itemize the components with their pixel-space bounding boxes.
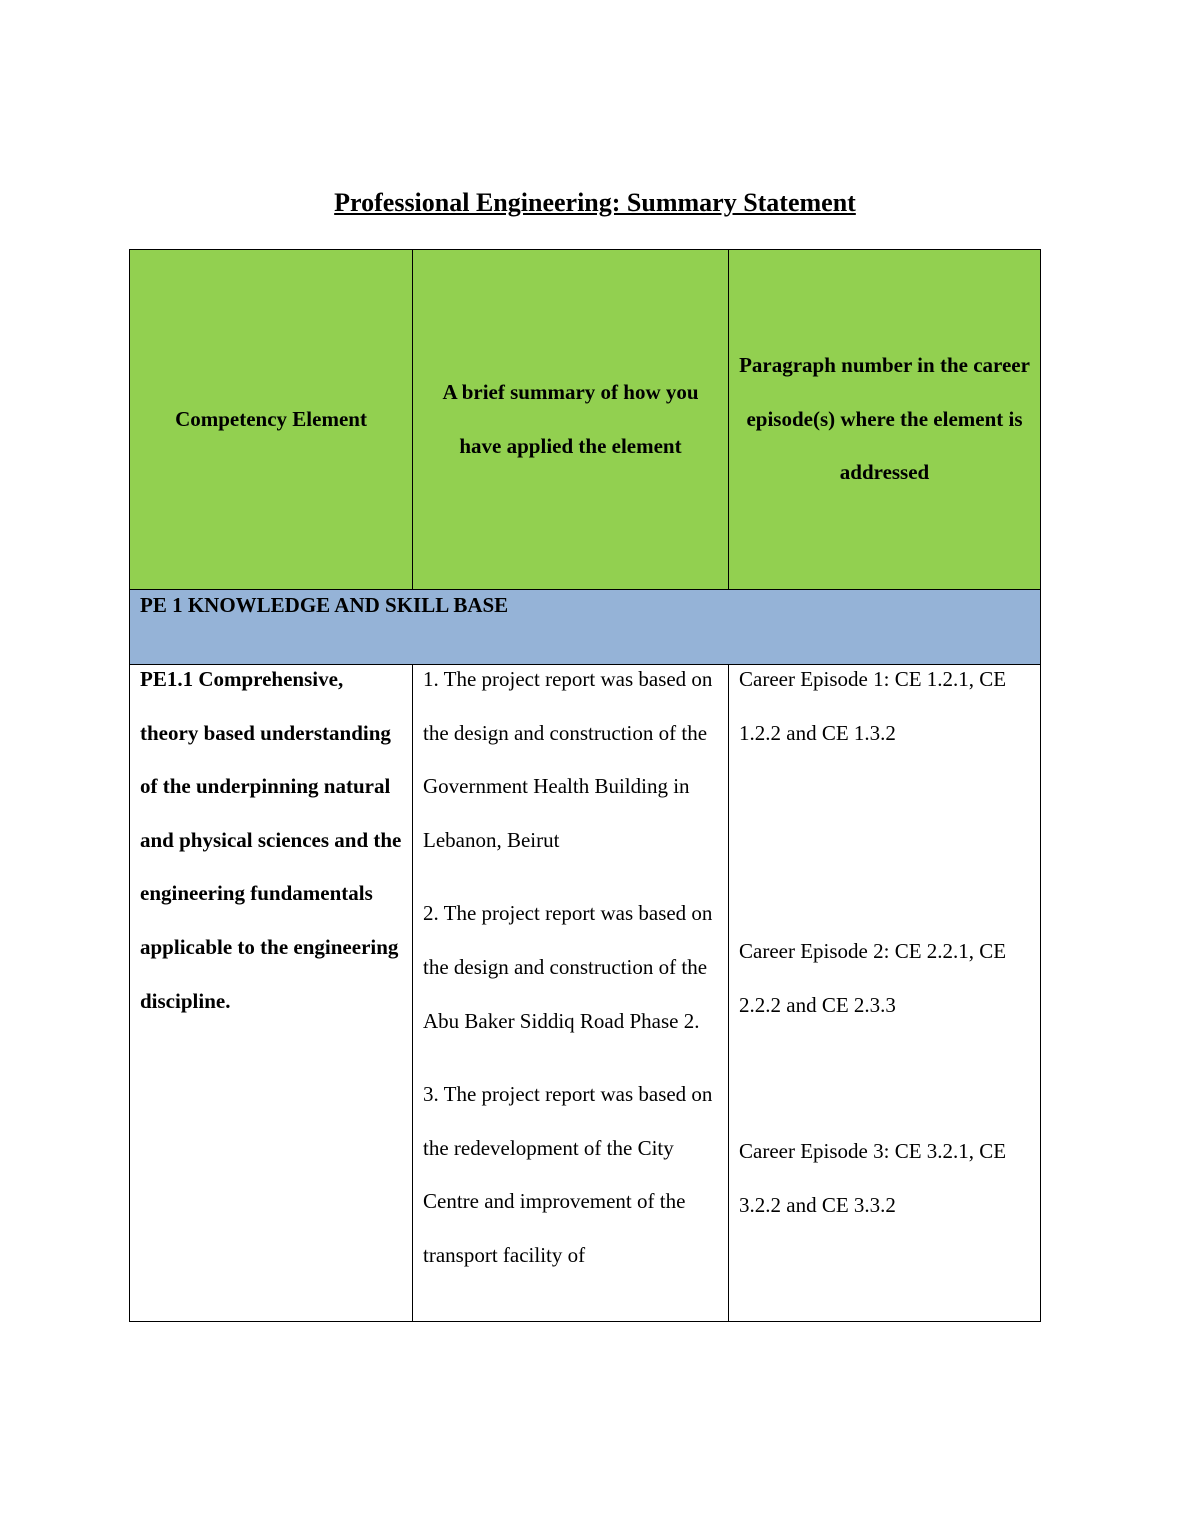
- paragraph-reference-3: Career Episode 3: CE 3.2.1, CE 3.2.2 and CE 3.3.2: [739, 1139, 1007, 1217]
- summary-cell: [413, 665, 729, 1322]
- summary-item-2: 2. The project report was based on the design and construction of the Abu Baker Siddiq Road Phase 2.: [423, 901, 713, 1033]
- paragraph-number-cell: [729, 665, 1041, 1322]
- table-header-row: [130, 250, 1041, 590]
- paragraph-reference-2: Career Episode 2: CE 2.2.1, CE 2.2.2 and CE 2.3.3: [739, 939, 1007, 1017]
- page-title: Professional Engineering: Summary Statement: [334, 188, 856, 217]
- header-summary: A brief summary of how you have applied the element: [413, 250, 729, 590]
- section-heading: PE 1 KNOWLEDGE AND SKILL BASE: [140, 593, 509, 617]
- summary-item-3: 3. The project report was based on the redevelopment of the City Centre and improvement of the transport facility of: [423, 1082, 713, 1267]
- paragraph-reference-1: Career Episode 1: CE 1.2.1, CE 1.2.2 and CE 1.3.2: [739, 667, 1007, 745]
- header-competency-element: Competency Element: [130, 250, 413, 590]
- header-paragraph-number: Paragraph number in the career episode(s) where the element is addressed: [729, 250, 1041, 590]
- competency-element-cell: [130, 665, 413, 1322]
- competency-element-text: PE1.1 Comprehensive, theory based understanding of the underpinning natural and physical sciences and the engineering fundamentals applicable to the engineering discipline.: [140, 667, 402, 1013]
- summary-statement-table: [129, 249, 1041, 1322]
- summary-item-1: 1. The project report was based on the design and construction of the Government Health Building in Lebanon, Beirut: [423, 667, 713, 852]
- table-row: [130, 665, 1041, 1322]
